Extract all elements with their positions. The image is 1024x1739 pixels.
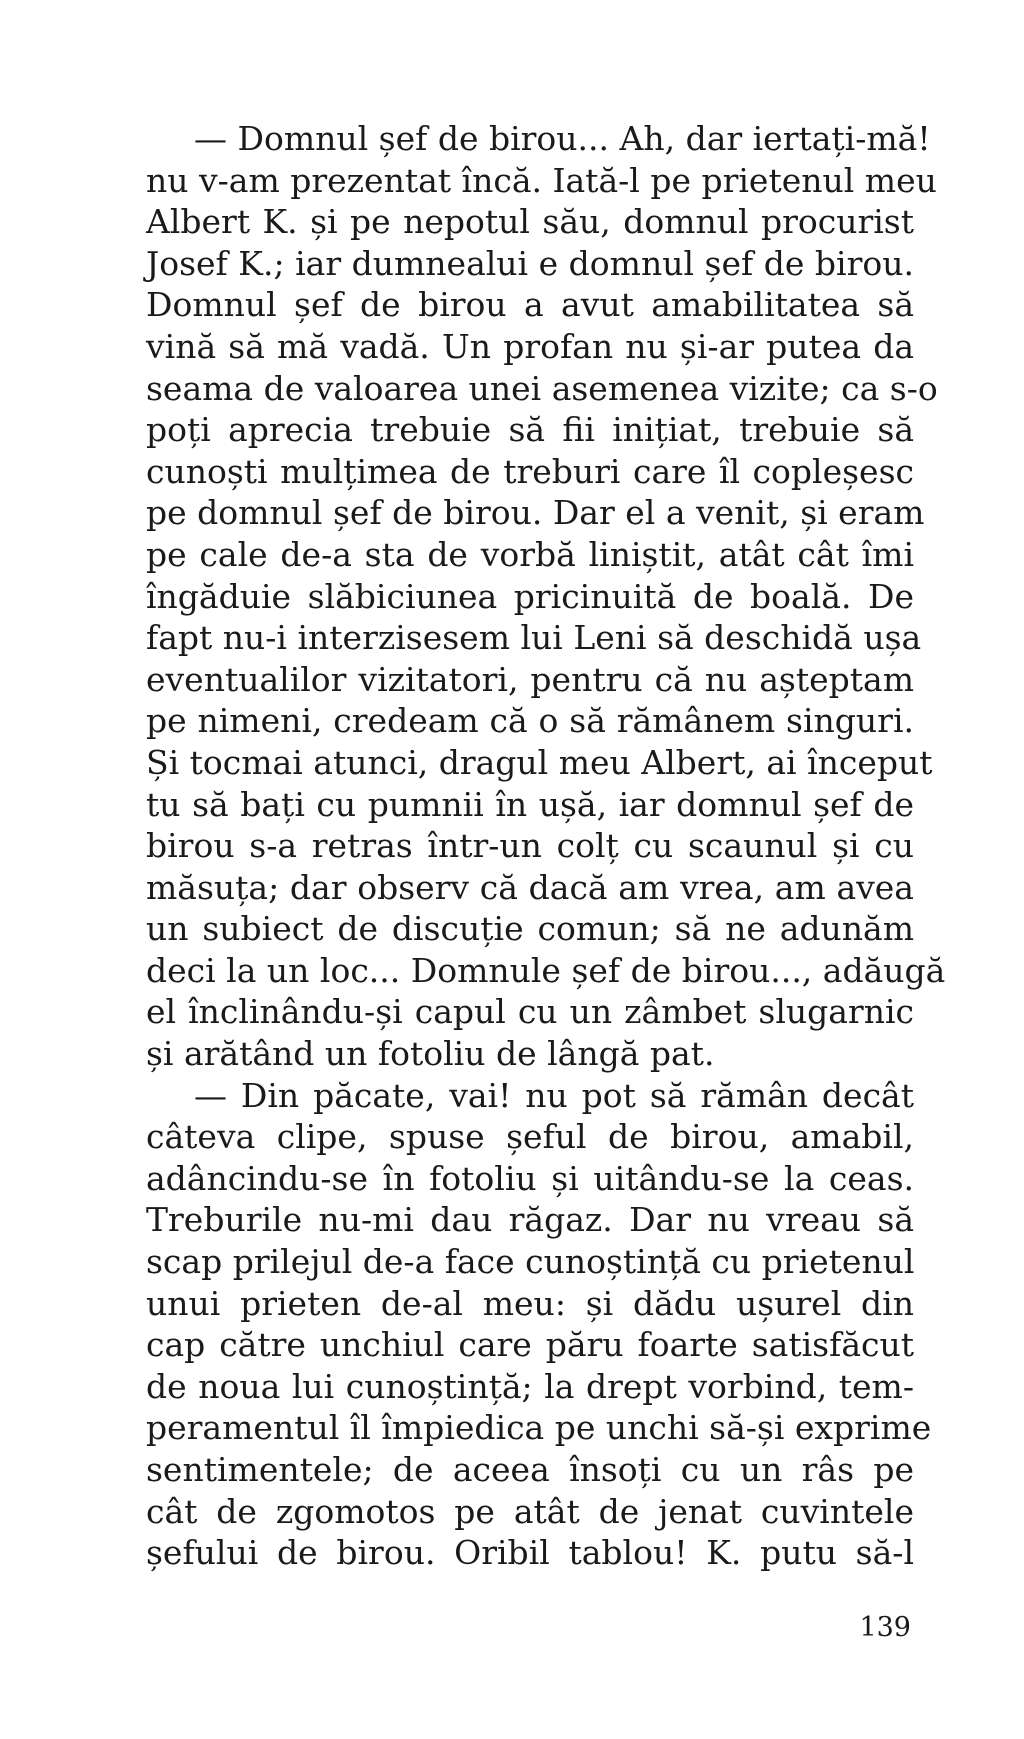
text-line: cunoști mulțimea de treburi care îl copleșesc xyxy=(146,451,914,491)
text-line: sentimentele; de aceea însoți cu un râs pe xyxy=(146,1450,914,1489)
text-line: adâncindu-se în fotoliu și uitându-se la ceas. xyxy=(146,1158,914,1198)
text-line: măsuța; dar observ că dacă am vrea, am avea xyxy=(146,867,914,907)
text-line: câteva clipe, spuse șeful de birou, amabil, xyxy=(146,1117,914,1157)
text-line: deci la un loc... Domnule șef de birou..., adăugă xyxy=(146,950,946,990)
text-line: pe cale de-a sta de vorbă liniștit, atât cât îmi xyxy=(146,534,914,574)
text-line: cât de zgomotos pe atât de jenat cuvintele xyxy=(146,1491,914,1531)
text-line: — Din păcate, vai! nu pot să rămân decât xyxy=(194,1075,914,1115)
text-line: șefului de birou. Oribil tablou! K. putu să-l xyxy=(146,1533,914,1573)
text-line: un subiect de discuție comun; să ne adunăm xyxy=(146,909,914,949)
text-line: de noua lui cunoștință; la drept vorbind, tem- xyxy=(146,1366,914,1406)
text-line: — Domnul șef de birou... Ah, dar iertați-mă! xyxy=(194,119,931,158)
text-line: nu v-am prezentat încă. Iată-l pe prietenul meu xyxy=(146,160,937,200)
text-line: Josef K.; iar dumnealui e domnul șef de birou. xyxy=(146,243,914,283)
text-line: peramentul îl împiedica pe unchi să-și exprime xyxy=(146,1408,932,1448)
text-line: scap prilejul de-a face cunoștință cu prietenul xyxy=(146,1242,915,1282)
text-line: Treburile nu-mi dau răgaz. Dar nu vreau să xyxy=(146,1200,914,1240)
text-line: eventualilor vizitatori, pentru că nu așteptam xyxy=(146,659,914,699)
text-line: cap către unchiul care păru foarte satisfăcut xyxy=(146,1325,914,1365)
text-line: Albert K. și pe nepotul său, domnul procurist xyxy=(146,202,914,242)
text-line: și arătând un fotoliu de lângă pat. xyxy=(146,1034,715,1074)
text-line: tu să bați cu pumnii în ușă, iar domnul șef de xyxy=(146,784,914,824)
text-line: poți aprecia trebuie să fii inițiat, trebuie să xyxy=(146,410,914,450)
text-line: birou s-a retras într-un colț cu scaunul și cu xyxy=(146,826,914,866)
text-line: seama de valoarea unei asemenea vizite; ca s-o xyxy=(146,368,938,408)
text-line: fapt nu-i interzisesem lui Leni să deschidă ușa xyxy=(146,618,922,658)
text-line: Și tocmai atunci, dragul meu Albert, ai început xyxy=(146,742,933,782)
text-line: pe domnul șef de birou. Dar el a venit, și eram xyxy=(146,493,925,533)
text-line: Domnul șef de birou a avut amabilitatea să xyxy=(146,285,914,325)
page-number: 139 xyxy=(859,1612,911,1643)
text-line: el înclinându-și capul cu un zâmbet slugarnic xyxy=(146,992,914,1032)
text-line: vină să mă vadă. Un profan nu și-ar putea da xyxy=(146,326,914,366)
text-line: pe nimeni, credeam că o să rămânem singuri. xyxy=(146,701,914,741)
body-text xyxy=(146,118,946,1574)
text-line: îngăduie slăbiciunea pricinuită de boală. De xyxy=(146,576,914,616)
text-line: unui prieten de-al meu: și dădu ușurel din xyxy=(146,1283,914,1323)
